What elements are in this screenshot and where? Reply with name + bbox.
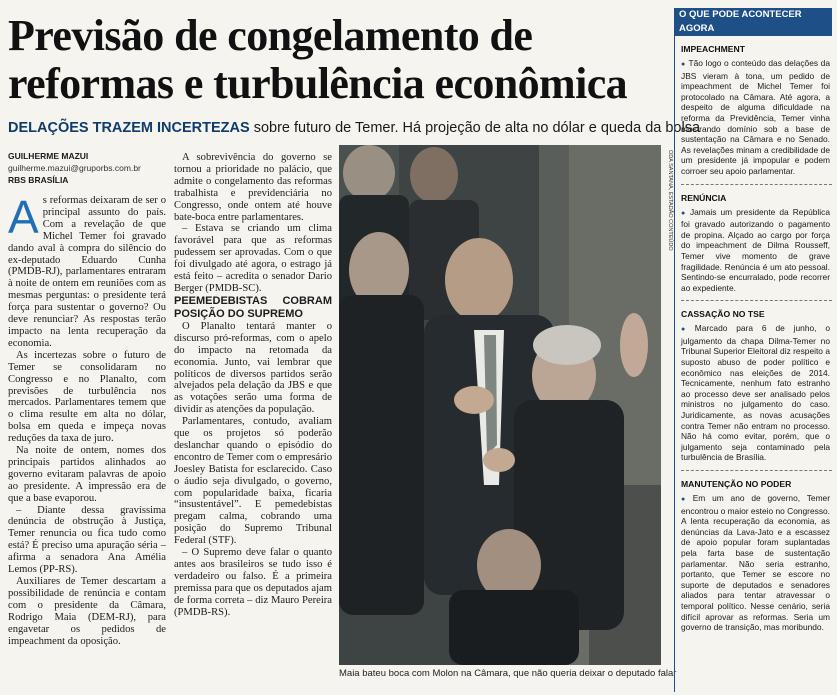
- sidebar-section-text: ● Em um ano de governo, Temer encontrou o maior esteio no Congresso. A lenta recuperação da economia, as denúncias da Lava-Jato e a escassez de apoio popular foram suplantadas pela farta base de sustentação parlamentar. Não seria estranho, portanto, que Temer se escore no suporte de deputados e senadores aliados para tentar atravessar o temporal político. Nesse cenário, seria difícil aprovar as reformas. Seria um governo de transição, mas moribundo.: [681, 493, 830, 633]
- divider: [681, 300, 832, 301]
- sidebar-section-title: CASSAÇÃO NO TSE: [681, 309, 765, 320]
- sidebar-section-title: RENÚNCIA: [681, 192, 727, 203]
- article-paragraph: O Planalto tentará manter o discurso pró-reformas, com o apelo do impacto na retomada da economia. Junto, vai lembrar que políticos de diversos partidos serão alvejados pela delação da JBS e que as votações serão uma forma de dividir as atenções da população.: [174, 320, 332, 416]
- photo-caption: Maia bateu boca com Molon na Câmara, que não queria deixar o deputado falar: [339, 668, 677, 679]
- article-subhead: PEEMEDEBISTAS COBRAM POSIÇÃO DO SUPREMO: [174, 294, 332, 320]
- article-paragraph: As incertezas sobre o futuro de Temer se consolidaram no Congresso e no Planalto, com previsões de turbulência nos mercados. Parlamentares temem que o clima resulte em alta no dólar, bolsa em queda e impeça novas reduções da taxa de juro.: [8, 349, 166, 445]
- sidebar-section-text: ● Marcado para 6 de junho, o julgamento da chapa Dilma-Temer no Tribunal Superior Eleitoral diz respeito a suposto abuso de poder político e econômico nas eleições de 2014. Tecnicamente, nenhum fato estranho ao processo deve ser analisado pelos ministros no julgamento do caso. Juridicamente, as novas acusações contra Temer não entram no processo. Não há como evitar, porém, que o julgamento seja contaminado pela turbulência de Brasília.: [681, 323, 830, 463]
- article-paragraph: – Estava se criando um clima favorável para que as reformas pudessem ser aprovadas. Com o que foi divulgado até agora, o estrago já está feito – acredita o senador Dario Berger (PMDB-SC).: [174, 223, 332, 294]
- byline-name: GUILHERME MAZUI: [8, 151, 89, 161]
- sidebar-box: [674, 8, 832, 692]
- drop-cap: A: [8, 191, 39, 243]
- article-paragraph: Auxiliares de Temer descartam a possibilidade de renúncia e contam com o presidente da Câmara, Rodrigo Maia (DEM-RJ), para engavetar os pedidos de impeachment da oposição.: [8, 576, 166, 647]
- article-column-2: [174, 152, 332, 619]
- deck-rest: sobre futuro de Temer. Há projeção de alta no dólar e queda da bolsa: [249, 120, 701, 136]
- headline: Previsão de congelamento de reformas e turbulência econômica: [8, 11, 628, 108]
- divider: [681, 470, 832, 471]
- article-paragraph: – Diante dessa gravíssima denúncia de obstrução à Justiça, Temer renuncia ou fica tudo como está? É preciso uma apuração séria – afirma a senadora Ana Amélia Lemos (PP-RS).: [8, 504, 166, 576]
- sidebar-section-title: MANUTENÇÃO NO PODER: [681, 479, 792, 489]
- article-paragraph: As reformas deixaram de ser o principal assunto do país. Com a revelação de que Michel Temer foi gravado dando aval à compra do silêncio do ex-deputado Eduardo Cunha (PMDB-RJ), parlamentares entraram à noite de ontem em reuniões com as mesmas perguntas: o presidente terá força para sustentar o governo? Ou deve renunciar? As respostas terão impacto na lenta recuperação da economia.: [8, 191, 166, 349]
- article-paragraph: – O Supremo deve falar o quanto antes aos brasileiros se tudo isso é verdadeiro ou falso. É a primeira premissa para que os deputados ajam de forma correta – diz Mauro Pereira (PMDB-RS).: [174, 547, 332, 618]
- sidebar-section-text: ● Jamais um presidente da República foi gravado autorizando o pagamento de propina. Alçado ao cargo por força do impeachment de Dilma Rousseff, Temer vive momento de grave fragilidade. Renúncia é um ato pessoal. Sentindo-se encurralado, pode recorrer ao expediente.: [681, 207, 830, 294]
- byline-paper: RBS BRASÍLIA: [8, 175, 69, 185]
- sidebar-section-text: ● Tão logo o conteúdo das delações da JBS vieram à tona, um pedido de impeachment de Michel Temer foi protocolado na Câmara. Até agora, a despeito de alguma dificuldade na reforma da Previdência, Temer vinha mostrando domínio sob a base de sustentação na Câmara e no Senado. As revelações minam a credibilidade de um presidente já impopular e podem corroer seu apoio parlamentar.: [681, 58, 830, 177]
- deck-lead: DELAÇÕES TRAZEM INCERTEZAS: [8, 120, 250, 136]
- article-paragraph: Na noite de ontem, nomes dos principais partidos alinhados ao governo evitaram palavras de apoio ao presidente. A impressão era de que a base evaporou.: [8, 445, 166, 504]
- divider: [681, 184, 832, 185]
- byline-email[interactable]: guilherme.mazui@gruporbs.com.br: [8, 163, 141, 173]
- article-column-1: [8, 191, 166, 647]
- photo-credit: ODA SANTANA, ESTADÃO CONTEÚDO: [667, 150, 673, 251]
- byline: [8, 150, 168, 186]
- deck: [8, 120, 701, 136]
- news-photo: [339, 145, 661, 665]
- sidebar-header: O QUE PODE ACONTECER AGORA: [675, 8, 832, 36]
- photo-illustration: [339, 145, 661, 665]
- article-paragraph: A sobrevivência do governo se tornou a prioridade no palácio, que admite o congelamento das reformas trabalhista e previdenciária no Congresso, onde ontem até houve bate-boca entre parlamentares.: [174, 152, 332, 223]
- sidebar-section-title: IMPEACHMENT: [681, 44, 745, 54]
- article-paragraph: Parlamentares, contudo, avaliam que os projetos só poderão deslanchar quando o episódio do encontro de Temer com o empresário Joesley Batista for esclarecido. Caso o áudio seja divulgado, o governo, com popularidade baixa, ficaria “insustentável”. E pemedebistas pregam calma, cobrando uma posição do Supremo Tribunal Federal (STF).: [174, 416, 332, 547]
